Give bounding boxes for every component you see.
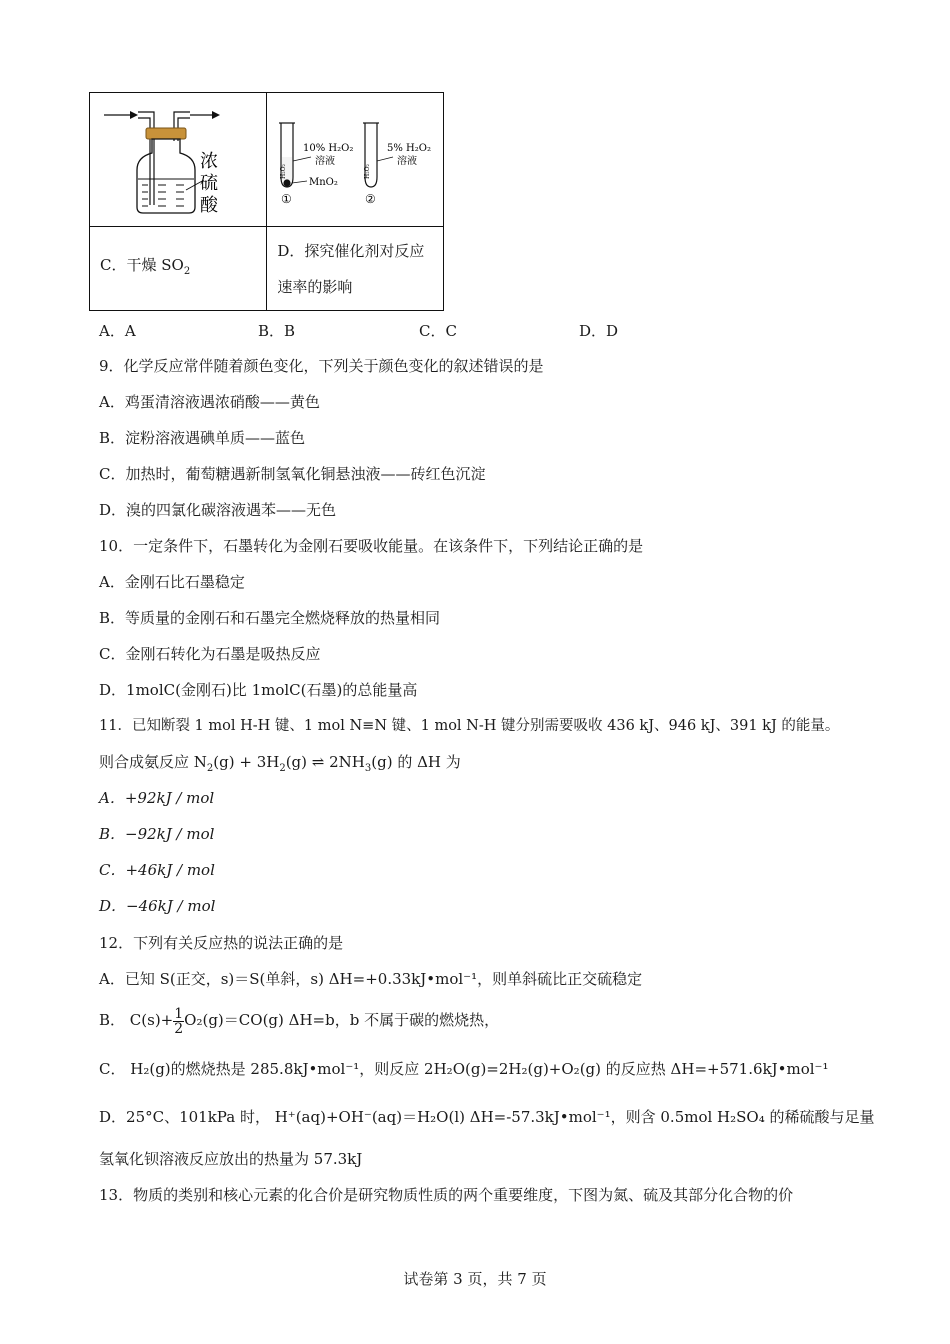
figure-c-caption: C．干燥 $SO_2$ — [90, 227, 267, 311]
q10-option-b: B．等质量的金刚石和石墨完全燃烧释放的热量相同 — [99, 609, 441, 627]
mno2-particles — [284, 179, 291, 186]
tube1-fill-label: H₂O₂ — [280, 163, 288, 179]
figure-d-cell — [267, 93, 444, 227]
tube2-solution: 溶液 — [397, 155, 418, 167]
q8-option-d: D．D — [579, 322, 619, 340]
tube1-concentration: 10% H₂O₂ — [303, 142, 354, 154]
q9-option-c: C．加热时，葡萄糖遇新制氢氧化铜悬浊液——砖红色沉淀 — [99, 465, 486, 483]
figure-d-caption — [267, 227, 444, 311]
fraction-one-half: $\frac{1}{2}$ — [174, 1005, 184, 1037]
q8-option-b: B．B — [258, 322, 296, 340]
q12-stem: 12．下列有关反应热的说法正确的是 — [99, 934, 344, 952]
tube1-solution: 溶液 — [315, 155, 336, 167]
q11-option-c: C．+46kJ / mol — [99, 861, 215, 879]
q9-option-d: D．溴的四氯化碳溶液遇苯——无色 — [99, 501, 337, 519]
q12-option-c: C． H₂(g)的燃烧热是 285.8kJ•mol⁻¹，则反应 2H₂O(g)=2H₂(g)+O₂(g) 的反应热 ΔH=+571.6kJ•mol⁻¹ — [99, 1060, 829, 1078]
bottle-label-char-1: 浓 — [200, 150, 218, 172]
q12-option-d-line2: 氢氧化钡溶液反应放出的热量为 57.3kJ — [99, 1150, 363, 1168]
q11-option-d: D．−46kJ / mol — [99, 897, 216, 915]
page-footer: 试卷第 3 页，共 7 页 — [403, 1270, 547, 1288]
figure-d-caption-line1: D．探究催化剂对反应 — [277, 241, 425, 260]
figure-c-cell — [90, 93, 267, 227]
figure-d-caption-line2: 速率的影响 — [277, 277, 353, 296]
tube2-fill-label: H₂O₂ — [364, 163, 372, 179]
q9-option-b: B．淀粉溶液遇碘单质——蓝色 — [99, 429, 306, 447]
q10-option-c: C．金刚石转化为石墨是吸热反应 — [99, 645, 321, 663]
q11-option-a: A．+92kJ / mol — [99, 789, 215, 807]
q9-option-a: A．鸡蛋清溶液遇浓硝酸——黄色 — [99, 393, 320, 411]
q8-option-a: A．A — [99, 322, 136, 340]
bottle-label-char-3: 酸 — [200, 194, 218, 216]
q10-stem: 10．一定条件下，石墨转化为金刚石要吸收能量。在该条件下，下列结论正确的是 — [99, 537, 644, 555]
q12-option-a: A．已知 S(正交，s)＝S(单斜，s) ΔH=+0.33kJ•mol⁻¹，则单斜硫比正交硫稳定 — [99, 970, 643, 988]
q11-stem-line2: 则合成氨反应 $N_2(g) + 3H_2(g)$ ⇌ $2NH_3(g)$ 的 ΔH 为 — [99, 753, 461, 774]
tube1-catalyst: MnO₂ — [309, 176, 339, 188]
bottle-label-char-2: 硫 — [200, 172, 218, 194]
q8-option-c: C．C — [419, 322, 457, 340]
q10-option-d: D．1molC(金刚石)比 1molC(石墨)的总能量高 — [99, 681, 418, 699]
q11-option-b: B．−92kJ / mol — [99, 825, 215, 843]
q12-option-b: B． C(s)+ $\frac{1}{2}$ O₂(g)＝CO(g) ΔH=b，b 不属于碳的燃烧热， — [99, 1005, 500, 1037]
tube2-number: ② — [365, 191, 377, 206]
tube2-concentration: 5% H₂O₂ — [387, 142, 432, 154]
figure-table — [89, 92, 444, 311]
q9-stem: 9．化学反应常伴随着颜色变化，下列关于颜色变化的叙述错误的是 — [99, 357, 544, 375]
gas-washing-bottle-diagram — [90, 95, 265, 225]
q13-stem: 13．物质的类别和核心元素的化合价是研究物质性质的两个重要维度，下图为氮、硫及其部分化合物的价 — [99, 1186, 794, 1204]
test-tubes-diagram — [267, 95, 442, 225]
q10-option-a: A．金刚石比石墨稳定 — [99, 573, 245, 591]
q11-stem-line1: 11．已知断裂 1 mol H-H 键、1 mol N≡N 键、1 mol N-H 键分别需要吸收 436 kJ、946 kJ、391 kJ 的能量。 — [99, 718, 840, 734]
q12-option-d-line1: D．25°C、101kPa 时， H⁺(aq)+OH⁻(aq)＝H₂O(l) ΔH=-57.3kJ•mol⁻¹，则含 0.5mol H₂SO₄ 的稀硫酸与足量 — [99, 1108, 875, 1126]
tube1-number: ① — [281, 191, 293, 206]
